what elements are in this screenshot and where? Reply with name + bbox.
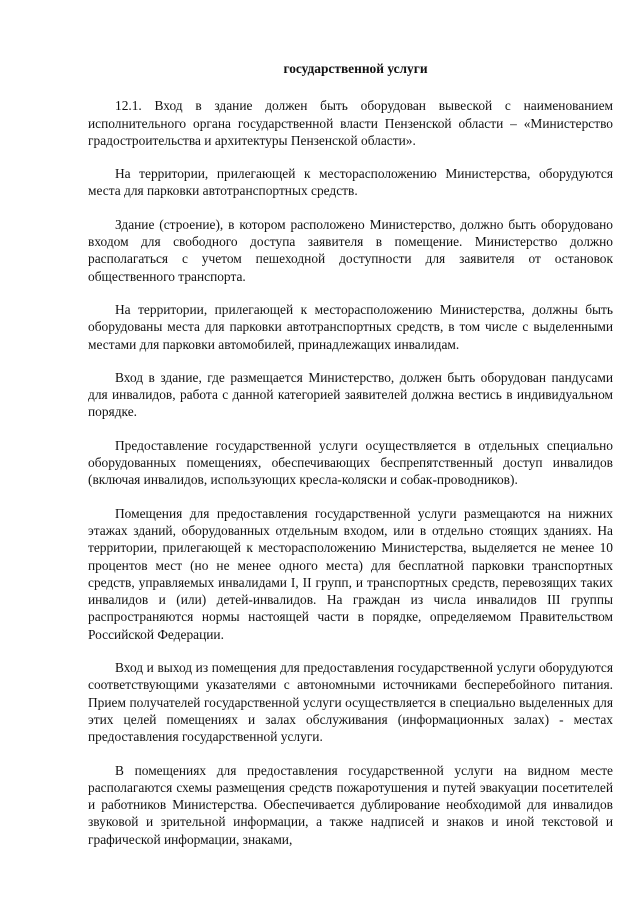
- paragraph-ramps: Вход в здание, где размещается Министерство, должен быть оборудован пандусами для инвалидов, работа с данной категорией заявителей должна вестись в индивидуальном порядке.: [88, 369, 613, 420]
- paragraph-equipped-premises: Предоставление государственной услуги осуществляется в отдельных специально оборудованных помещениях, обеспечивающих беспрепятственный доступ инвалидов (включая инвалидов, использующих кресла-коляски и собак-проводников).: [88, 437, 613, 488]
- paragraph-evacuation-schemes: В помещениях для предоставления государственной услуги на видном месте располагаются схемы размещения средств пожаротушения и путей эвакуации посетителей и работников Министерства. Обеспечивается дублирование необходимой для инвалидов звуковой и зрительной информации, а также надписей и знаков и иной текстовой и графической информации, знаками,: [88, 762, 613, 847]
- paragraph-building-access: Здание (строение), в котором расположено Министерство, должно быть оборудовано входом для свободного доступа заявителя в помещение. Министерство должно располагаться с учетом пешеходной доступности для заявителя от остановок общественного транспорта.: [88, 216, 613, 284]
- paragraph-signage-power: Вход и выход из помещения для предоставления государственной услуги оборудуются соответствующими указателями с автономными источниками бесперебойного питания. Прием получателей государственной услуги осуществляется в специально выделенных для этих целей помещениях и залах обслуживания (информационных залах) - местах предоставления государственной услуги.: [88, 660, 613, 745]
- paragraph-entrance-signage: 12.1. Вход в здание должен быть оборудован вывеской с наименованием исполнительного органа государственной власти Пензенской области – «Министерство градостроительства и архитектуры Пензенской области».: [88, 98, 613, 148]
- paragraph-disabled-parking: На территории, прилегающей к месторасположению Министерства, должны быть оборудованы места для парковки автотранспортных средств, в том числе с выделенными местами для парковки автомобилей, принадлежащих инвалидам.: [88, 301, 613, 352]
- paragraph-ground-floor-premises: Помещения для предоставления государственной услуги размещаются на нижних этажах зданий, оборудованных отдельным входом, или в отдельно стоящих зданиях. На территории, прилегающей к месторасположению Министерства, выделяется не менее 10 процентов мест (но не менее одного места) для бесплатной парковки транспортных средств, управляемых инвалидами I, II групп, и транспортных средств, перевозящих таких инвалидов и (или) детей-инвалидов. На граждан из числа инвалидов III группы распространяются нормы настоящей части в порядке, определяемом Правительством Российской Федерации.: [88, 505, 613, 642]
- section-heading: государственной услуги: [283, 61, 428, 76]
- paragraph-parking: На территории, прилегающей к месторасположению Министерства, оборудуются места для парковки автотранспортных средств.: [88, 166, 613, 199]
